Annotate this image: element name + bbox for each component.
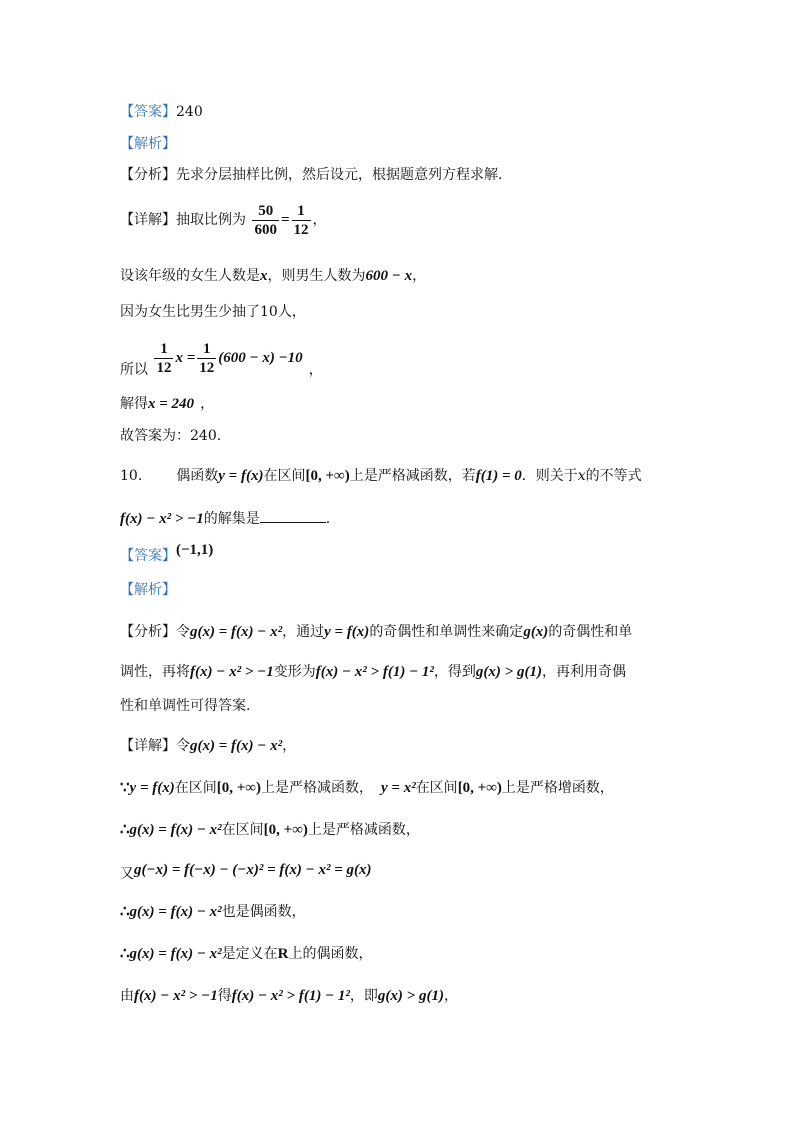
- math-expr: f(x) − x² > f(1) − 1²: [231, 988, 350, 1004]
- fenxi-text: 先求分层抽样比例，然后设元，根据题意列方程求解.: [176, 167, 503, 183]
- xiangjie-line-1: [120, 200, 327, 240]
- therefore-symbol: ∴: [120, 904, 130, 920]
- fenxi-tag: 【分析】: [120, 624, 176, 640]
- math-expr: g(x) = f(x) − x²: [190, 624, 283, 640]
- math-expr: g(x): [523, 624, 549, 640]
- text: 的奇偶性和单: [548, 624, 633, 640]
- therefore-symbol: ∴: [120, 946, 130, 962]
- text: 所以: [120, 362, 148, 378]
- xiangjie-tag: 【详解】: [120, 738, 176, 754]
- math-expr: y = f(x): [129, 780, 175, 796]
- text: 得: [217, 988, 232, 1004]
- text: ，: [443, 988, 458, 1004]
- math-expr: g(x) = f(x) − x²: [129, 946, 222, 962]
- xiangjie-tag: 【详解】: [120, 212, 176, 228]
- fraction-1-12-a: $\frac{1}{12}$: [156, 340, 172, 376]
- text: 在区间: [263, 468, 306, 484]
- math-expr: g(x) > g(1): [377, 988, 444, 1004]
- text: 在区间: [415, 780, 458, 796]
- math-interval: [0, +∞): [216, 780, 261, 796]
- math-expr: y = f(x): [324, 624, 370, 640]
- math-expr: g(x) = f(x) − x²: [129, 904, 222, 920]
- text: 令: [176, 738, 190, 754]
- xiangjie2-line-4: [120, 860, 372, 880]
- text: 在区间: [221, 822, 264, 838]
- math-expr: g(x) = f(x) − x²: [129, 822, 222, 838]
- answer-value: 240: [176, 104, 203, 120]
- text: 又: [120, 866, 134, 882]
- answer-tag: 【答案】: [120, 548, 176, 564]
- answer-tag: 【答案】: [120, 104, 176, 120]
- final-line: 故答案为：240.: [120, 428, 222, 444]
- math-interval: [0, +∞): [305, 468, 350, 484]
- xiangjie2-line-2: [120, 778, 614, 798]
- therefore-symbol: ∴: [120, 822, 130, 838]
- analysis-tag-1: 【解析】: [120, 136, 176, 152]
- math-x-eq: x =: [175, 350, 196, 366]
- math-interval: [0, +∞): [457, 780, 502, 796]
- question-10-line-2: [120, 508, 330, 529]
- math-expr: y = x²: [380, 780, 416, 796]
- fraction-50-600: $\frac{50}{600}$: [254, 202, 277, 238]
- math-x: x: [577, 468, 586, 484]
- fraction-1-12: $\frac{1}{12}$: [293, 202, 309, 238]
- math-expr: f(1) = 0: [475, 468, 522, 484]
- xiangjie2-line-5: [120, 902, 306, 922]
- set-line: [120, 266, 426, 286]
- xiangjie2-line-6: [120, 944, 373, 964]
- text: ，: [282, 738, 297, 754]
- because-symbol: ∵: [120, 780, 130, 796]
- punct: ，: [200, 396, 215, 412]
- answer-line-1: [120, 102, 203, 122]
- text: 上是严格减函数，: [307, 822, 420, 838]
- punct: .: [325, 511, 331, 527]
- xiangjie2-line-3: [120, 820, 420, 840]
- text: 解得: [120, 396, 148, 412]
- text: 上是严格减函数，: [260, 780, 373, 796]
- because-line: 因为女生比男生少抽了10人，: [120, 304, 306, 320]
- punct: ，: [312, 212, 327, 228]
- text: ，则男生人数为: [267, 268, 366, 284]
- text: 设该年级的女生人数是: [120, 268, 260, 284]
- fenxi2-line-3: 性和单调性可得答案.: [120, 698, 251, 714]
- math-expr: (600 − x) −10: [218, 350, 303, 366]
- xiangjie2-line-1: [120, 736, 296, 756]
- analysis-tag-2: 【解析】: [120, 582, 176, 598]
- math-expr: g(−x) = f(−x) − (−x)² = f(x) − x² = g(x): [134, 862, 372, 878]
- math-expr: f(x) − x² > −1: [190, 664, 274, 680]
- xiangjie-text: 抽取比例为: [176, 212, 246, 228]
- text: 调性，再将: [120, 664, 190, 680]
- text: 偶函数: [176, 468, 219, 484]
- math-expr: f(x) − x² > f(1) − 1²: [315, 664, 434, 680]
- fenxi-line-1: [120, 165, 502, 185]
- text: 的解集是: [203, 511, 260, 527]
- text: 的奇偶性和单调性来确定: [369, 624, 524, 640]
- math-expr: g(x) > g(1): [475, 664, 542, 680]
- text: 上是严格增函数，: [501, 780, 614, 796]
- fenxi2-line-2: [120, 662, 626, 682]
- equals-sign: =: [280, 212, 290, 228]
- math-x: x: [260, 268, 268, 284]
- solve-line: [120, 394, 214, 414]
- text: ，再利用奇偶: [541, 664, 626, 680]
- xiangjie2-line-7: [120, 986, 458, 1006]
- fenxi-tag: 【分析】: [120, 167, 176, 183]
- text: ．则关于: [521, 468, 578, 484]
- math-interval: [0, +∞): [263, 822, 308, 838]
- fraction-1-12-b: $\frac{1}{12}$: [199, 340, 215, 376]
- math-expr: y = f(x): [218, 468, 264, 484]
- text: 令: [176, 624, 190, 640]
- math-expr: f(x) − x² > −1: [120, 511, 204, 527]
- text: ，得到: [433, 664, 476, 680]
- punct: ，: [308, 362, 323, 378]
- math-expr: 600 − x: [365, 268, 413, 284]
- text: 上的偶函数，: [288, 946, 373, 962]
- answer-value: (−1,1): [176, 542, 214, 558]
- answer-blank: [260, 508, 326, 523]
- so-line: [120, 338, 323, 378]
- text: 变形为: [273, 664, 316, 680]
- text: 也是偶函数，: [221, 904, 306, 920]
- text: ，即: [349, 988, 378, 1004]
- math-R: R: [277, 946, 289, 962]
- question-number: 10.: [120, 468, 143, 484]
- question-10-line-1: [120, 466, 642, 486]
- text: 是定义在: [221, 946, 278, 962]
- text: ，通过: [282, 624, 325, 640]
- math-expr: x = 240: [148, 396, 195, 412]
- text: 在区间: [174, 780, 217, 796]
- math-expr: g(x) = f(x) − x²: [190, 738, 283, 754]
- text: 上是严格减函数，若: [349, 468, 476, 484]
- math-expr: f(x) − x² > −1: [134, 988, 218, 1004]
- fenxi2-line-1: [120, 622, 632, 642]
- text: 由: [120, 988, 134, 1004]
- answer-line-2: [120, 542, 214, 566]
- punct: ，: [412, 268, 427, 284]
- text: 的不等式: [585, 468, 642, 484]
